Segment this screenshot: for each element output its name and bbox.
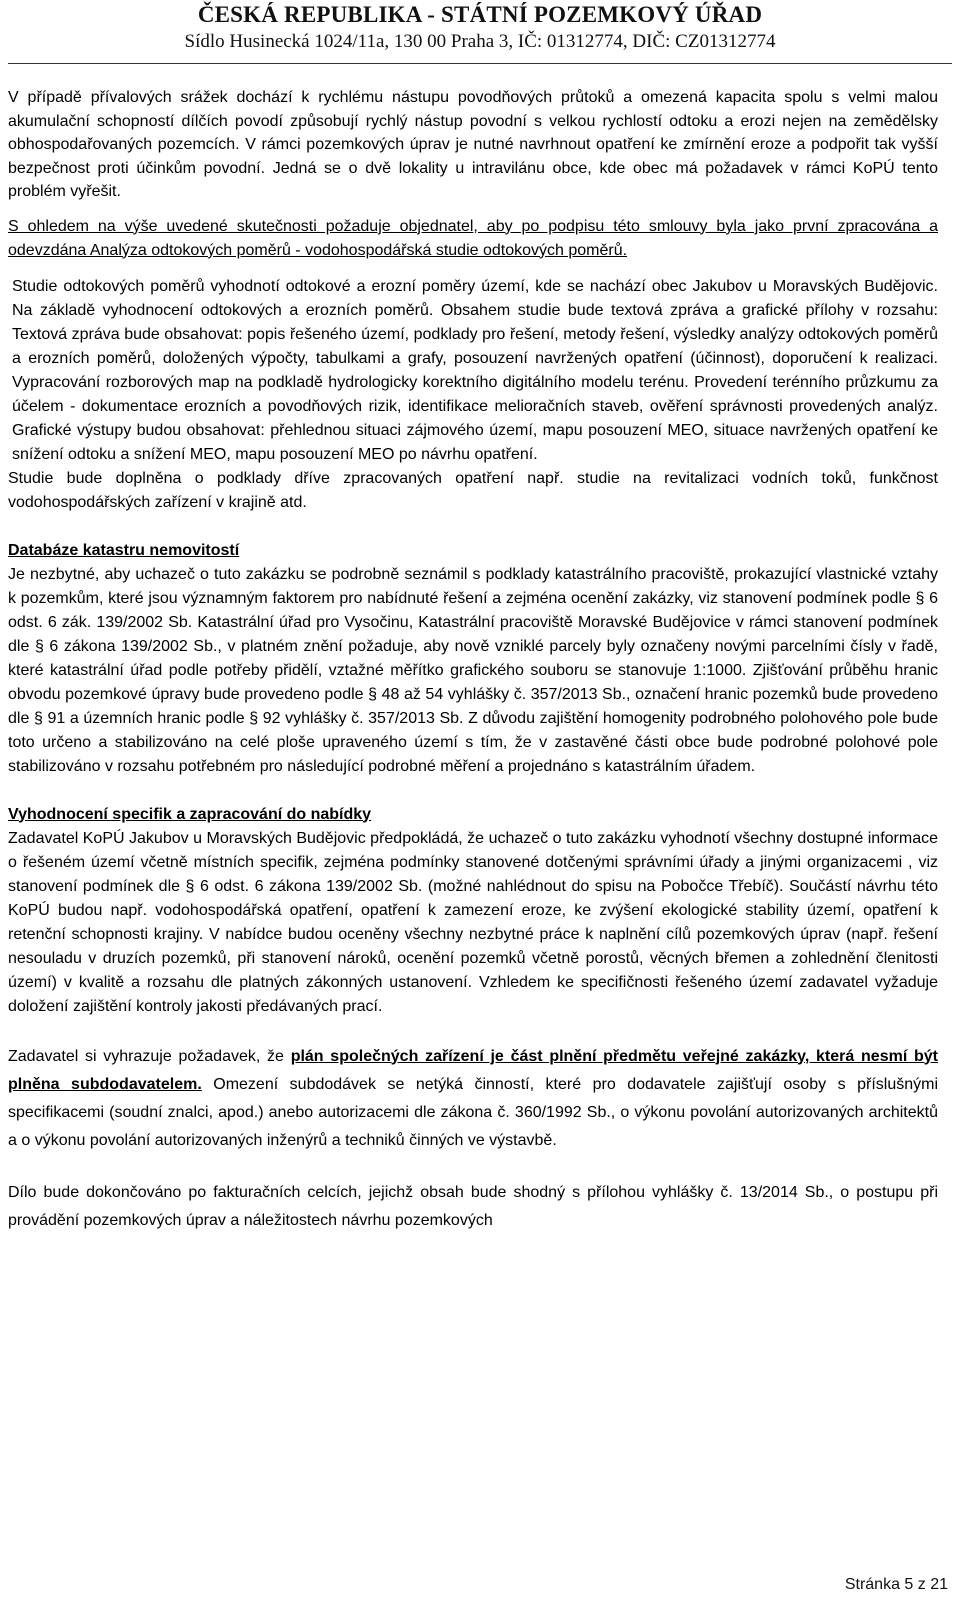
header-divider bbox=[8, 63, 952, 64]
paragraph-runoff-analysis-request: S ohledem na výše uvedené skutečnosti požaduje objednatel, aby po podpisu této smlouvy byla jako první zpracována a odevzdána Analýza odtokových poměrů - vodohospodářská studie odtokových poměrů. bbox=[8, 217, 938, 259]
heading-specifics-evaluation: Vyhodnocení specifik a zapracování do nabídky bbox=[8, 805, 372, 823]
subcontracting-exceptions: Omezení subdodávek se netýká činností, které pro dodavatele zajišťují osoby s příslušnými specifikacemi (soudní znalci, apod.) anebo autorizacemi dle zákona č. 360/1992 Sb., o výkonu povolání autorizovaných architektů a o výkonu povolání autorizovaných inženýrů a techniků činných ve výstavbě. bbox=[8, 1075, 938, 1149]
paragraph-delivery-units: Dílo bude dokončováno po fakturačních celcích, jejichž obsah bude shodný s přílohou vyhlášky č. 13/2014 Sb., o postupu při provádění pozemkových úprav a náležitostech návrhu pozemkových bbox=[8, 1183, 938, 1229]
paragraph-cadastre-requirements: Je nezbytné, aby uchazeč o tuto zakázku se podrobně seznámil s podklady katastrálního pracoviště, prokazující vlastnické vztahy k pozemkům, které jsou významným faktorem pro nabídnuté řešení a zejména ocenění zakázky, viz stanovení podmínek podle § 6 odst. 6 zák. 139/2002 Sb. Katastrální úřad pro Vysočinu, Katastrální pracoviště Moravské Budějovice v rámci stanovení podmínek dle § 6 zákona 139/2002 Sb., v platném znění požaduje, aby nově vzniklé parcely byly označeny novými parcelními čísly v řadě, které katastrální úřad podle potřeby přidělí, vztažné měřítko grafického souboru se stanovuje 1:1000. Zjišťování průběhu hranic obvodu pozemkové úpravy bude provedeno podle § 48 až 54 vyhlášky č. 357/2013 Sb., označení hranic pozemků bude provedeno dle § 91 a územních hranic podle § 92 vyhlášky č. 357/2013 Sb. Z důvodu zajištění homogenity podrobného polohového pole bude toto určeno a stabilizováno na celé ploše upraveného území s tím, že v zastavěné části obce bude podrobné polohové pole stabilizováno v rozsahu potřebném pro následující podrobné měření a projednáno s katastrálním úřadem. bbox=[8, 565, 938, 775]
paragraph-study-content: Studie odtokových poměrů vyhodnotí odtokové a erozní poměry území, kde se nachází obec Jakubov u Moravských Budějovic. Na základě vyhodnocení odtokových a erozních poměrů. Obsahem studie bude textová zpráva a grafické přílohy v rozsahu: Textová zpráva bude obsahovat: popis řešeného území, podklady pro řešení, metody řešení, výsledky analýzy odtokových poměrů a erozních poměrů, doložených výpočty, tabulkami a grafy, posouzení navržených opatření (účinnost), doporučení k realizaci. Vypracování rozborových map na podkladě hydrologicky korektního digitálního modelu terénu. Provedení terénního průzkumu za účelem - dokumentace erozních a povodňových rizik, identifikace melioračních staveb, ověření správnosti provedených analýz. Grafické výstupy budou obsahovat: přehlednou situaci zájmového území, mapu posouzení MEO, situace navržených opatření ke snížení odtoku a snížení MEO, mapu posouzení MEO po návrhu opatření. bbox=[12, 277, 938, 463]
letterhead-address: Sídlo Husinecká 1024/11a, 130 00 Praha 3, IČ: 01312774, DIČ: CZ01312774 bbox=[184, 31, 776, 52]
paragraph-specifics-evaluation: Zadavatel KoPÚ Jakubov u Moravských Budějovic předpokládá, že uchazeč o tuto zakázku vyhodnotí všechny dostupné informace o řešeném území včetně místních specifik, zejména podmínky stanovené dotčenými správními úřady a jinými organizacemi , viz stanovení podmínek dle § 6 odst. 6 zákona 139/2002 Sb. (možné nahlédnout do spisu na Pobočce Třebíč). Součástí návrhu této KoPÚ budou např. vodohospodářská opatření, opatření k zamezení eroze, ke zvýšení ekologické stability území, opatření k retenční schopnosti krajiny. V nabídce budou oceněny všechny nezbytné práce k naplnění cílů pozemkových úprav (např. řešení nesouladu v druzích pozemků, při stanovení nároků, ocenění pozemků včetně porostů, věcných břemen a zohlednění členitosti území) v kvalitě a rozsahu dle platných zákonných ustanovení. Vzhledem ke specifičnosti řešeného území zadavatel vyžaduje doložení zajištění kontroly jakosti předávaných prací. bbox=[8, 829, 938, 1015]
paragraph-subcontracting-reservation bbox=[8, 1043, 938, 1155]
page-number: Stránka 5 z 21 bbox=[844, 1576, 948, 1593]
subcontracting-intro: Zadavatel si vyhrazuje požadavek, že bbox=[8, 1047, 291, 1065]
subcontracting-emphasis: plán společných zařízení je část plnění předmětu veřejné zakázky, která nesmí být plněna subdodavatelem. bbox=[8, 1047, 938, 1093]
paragraph-flood-context: V případě přívalových srážek dochází k rychlému nástupu povodňových průtoků a omezená kapacita spolu s velmi malou akumulační schopností dílčích povodí způsobují rychlý nástup povodní s velkou rychlostí odtoku a erozi nejen na zemědělsky obhospodařovaných pozemcích. V rámci pozemkových úprav je nutné navrhnout opatření ke zmírnění eroze a podpořit tak vyšší bezpečnost proti účinkům povodní. Jedná se o dvě lokality u intravilánu obce, kde obec má požadavek v rámci KoPÚ tento problém vyřešit. bbox=[8, 89, 938, 200]
document-body bbox=[8, 86, 938, 1235]
paragraph-study-supplement: Studie bude doplněna o podklady dříve zpracovaných opatření např. studie na revitalizaci vodních toků, funkčnost vodohospodářských zařízení v krajině atd. bbox=[8, 469, 938, 511]
heading-cadastre-database: Databáze katastru nemovitostí bbox=[8, 541, 240, 559]
letterhead-title: ČESKÁ REPUBLIKA - STÁTNÍ POZEMKOVÝ ÚŘAD bbox=[197, 2, 763, 27]
